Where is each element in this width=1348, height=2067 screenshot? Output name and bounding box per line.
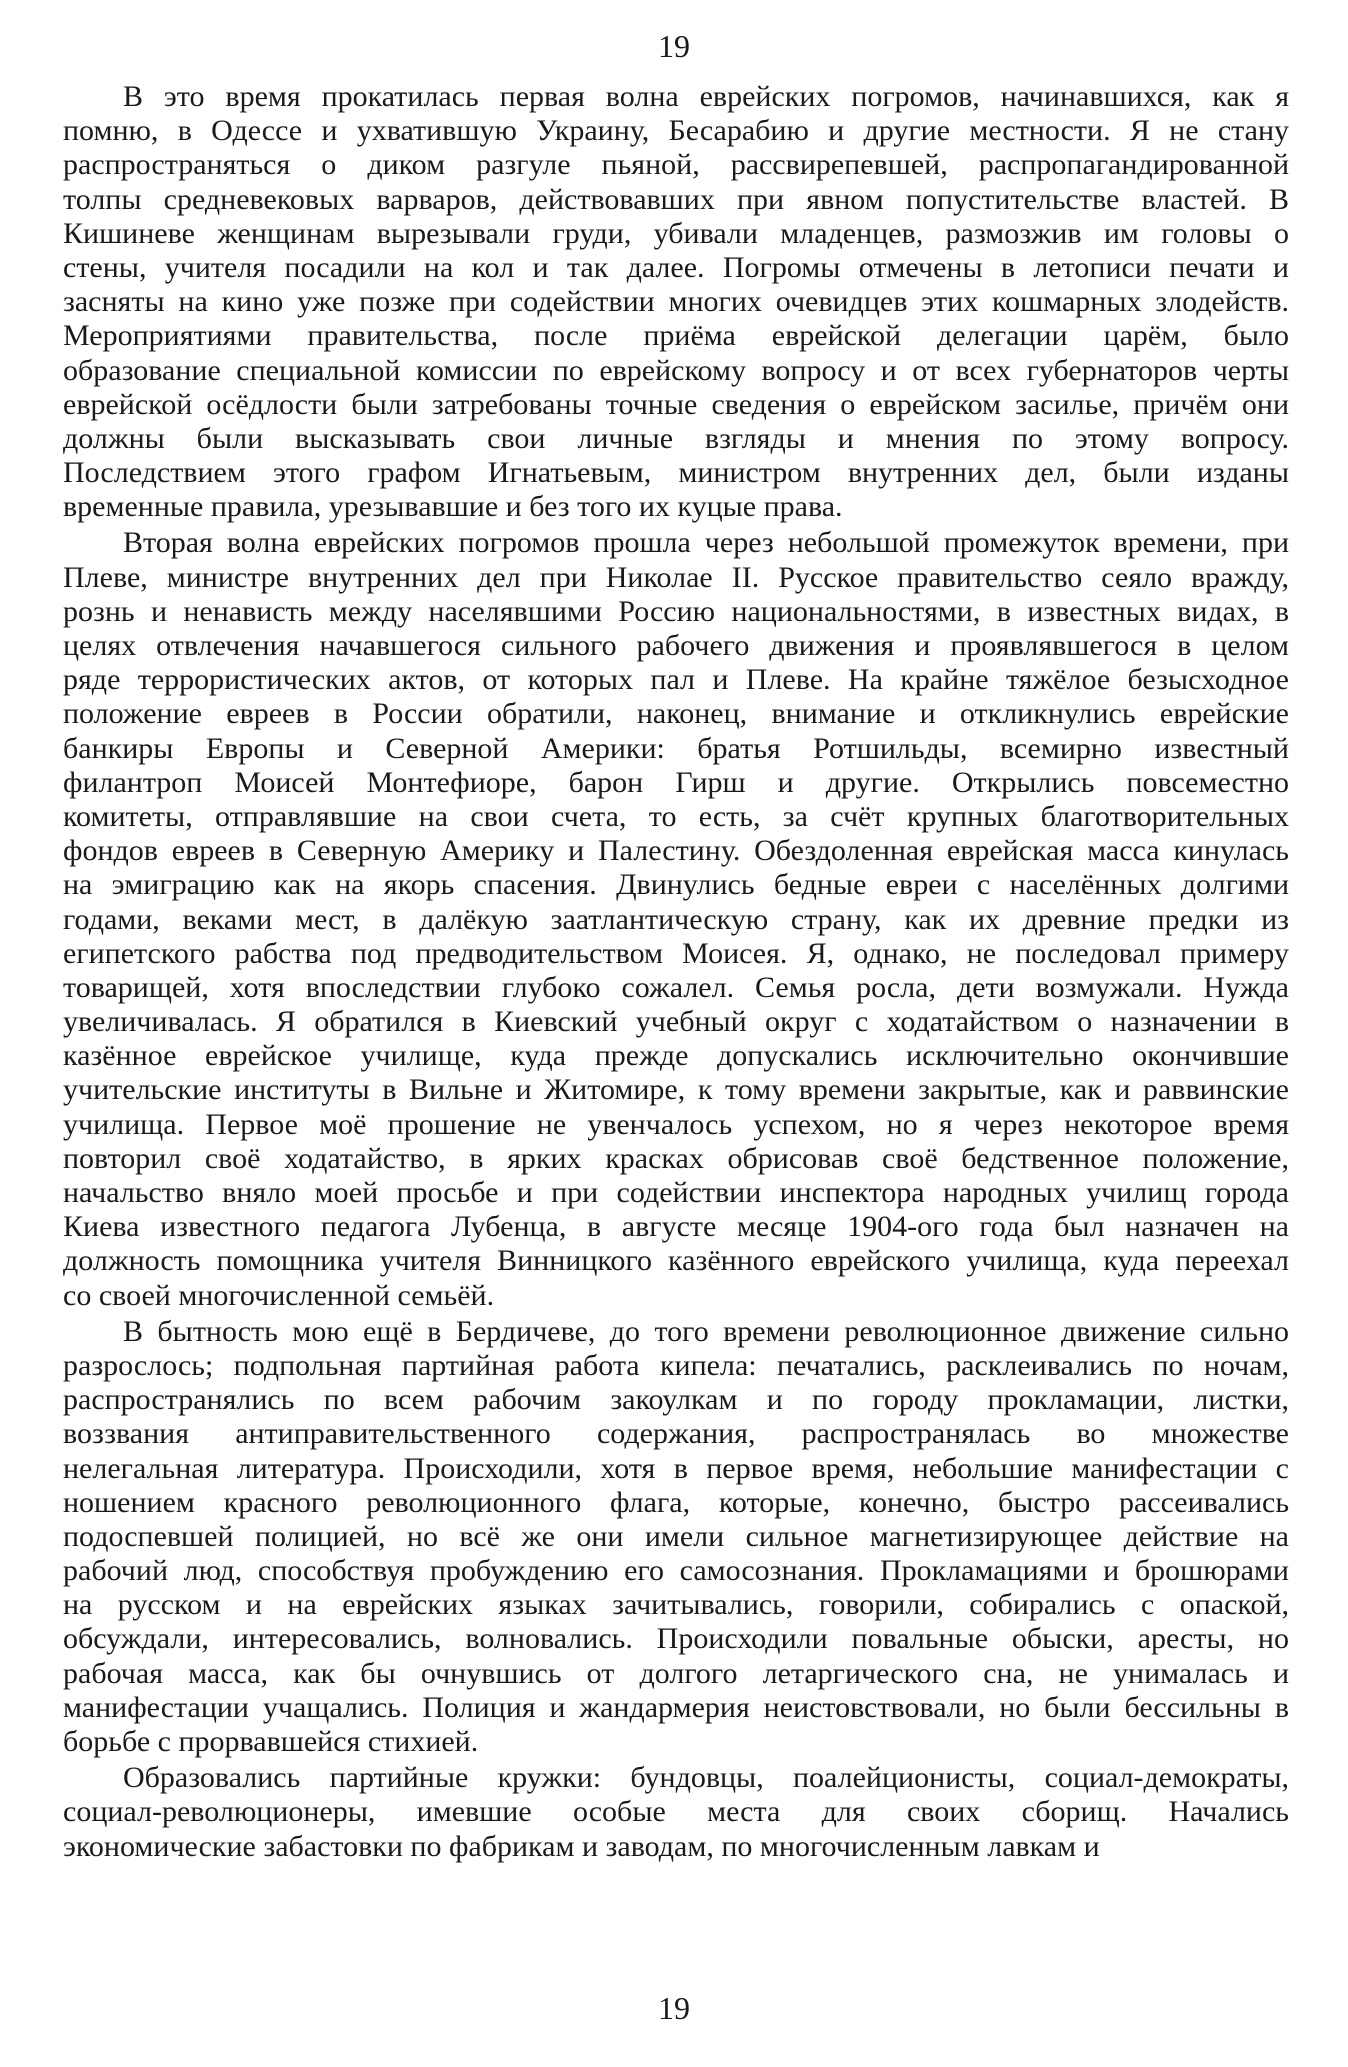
text-line: экономические забастовки по фабрикам и заводам, по многочисленным лавкам и xyxy=(63,1829,1100,1863)
text-line: В это время прокатилась первая волна еврейских погромов, начинавшихся, как я xyxy=(123,80,1289,113)
text-line: Кишиневе женщинам вырезывали груди, убивали младенцев, размозжив им головы о xyxy=(63,216,1289,250)
text-line: засняты на кино уже позже при содействии многих очевидцев этих кошмарных злодейств. xyxy=(63,285,1289,319)
page-number-bottom: 19 xyxy=(658,1990,690,2026)
text-line: банкиры Европы и Северной Америки: братья Ротшильды, всемирно известный xyxy=(63,731,1289,765)
text-line: Киева известного педагога Лубенца, в августе месяце 1904-ого года был назначен на xyxy=(63,1210,1289,1244)
text-line: обсуждали, интересовались, волновались. Происходили повальные обыски, аресты, но xyxy=(63,1622,1289,1656)
text-line: распространяться о диком разгуле пьяной, рассвирепевшей, распропагандированной xyxy=(63,148,1289,182)
text-line: казённое еврейское училище, куда прежде допускались исключительно окончившие xyxy=(63,1039,1289,1073)
text-line: образование специальной комиссии по еврейскому вопросу и от всех губернаторов черты xyxy=(63,353,1289,387)
text-line: египетского рабства под предводительством Моисея. Я, однако, не последовал примеру xyxy=(63,936,1289,970)
text-line: положение евреев в России обратили, наконец, внимание и откликнулись еврейские xyxy=(63,697,1289,731)
text-line: годами, веками мест, в далёкую заатлантическую страну, как их древние предки из xyxy=(63,902,1289,936)
text-line: товарищей, хотя впоследствии глубоко сожалел. Семья росла, дети возмужали. Нужда xyxy=(63,970,1289,1004)
text-line: Плеве, министре внутренних дел при Николае II. Русское правительство сеяло вражду, xyxy=(63,560,1289,594)
text-line: ношением красного революционного флага, которые, конечно, быстро рассеивались xyxy=(63,1485,1289,1519)
text-line: должность помощника учителя Винницкого казённого еврейского училища, куда переехал xyxy=(63,1244,1289,1278)
paragraph xyxy=(63,80,1289,524)
text-line: рабочая масса, как бы очнувшись от долгого летаргического сна, не унималась и xyxy=(63,1656,1289,1690)
page-number-top: 19 xyxy=(658,28,690,64)
text-line: Последствием этого графом Игнатьевым, министром внутренних дел, были изданы xyxy=(63,456,1289,490)
text-line: нелегальная литература. Происходили, хотя в первое время, небольшие манифестации с xyxy=(63,1451,1289,1485)
text-line: борьбе с прорвавшейся стихией. xyxy=(63,1725,479,1758)
text-line: должны были высказывать свои личные взгляды и мнения по этому вопросу. xyxy=(63,421,1289,455)
text-line: на эмиграцию как на якорь спасения. Двинулись бедные евреи с населённых долгими xyxy=(63,868,1289,902)
body-text xyxy=(63,80,1289,1866)
text-line: Вторая волна еврейских погромов прошла через небольшой промежуток времени, при xyxy=(123,526,1289,560)
text-line: разрослось; подпольная партийная работа кипела: печатались, расклеивались по ночам, xyxy=(63,1348,1289,1382)
paragraph xyxy=(63,526,1289,1312)
text-line: училища. Первое моё прошение не увенчалось успехом, но я через некоторое время xyxy=(63,1107,1289,1141)
text-line: рознь и ненависть между населявшими Россию национальностями, в известных видах, в xyxy=(63,594,1289,628)
paragraph xyxy=(63,1761,1289,1864)
text-line: повторил своё ходатайство, в ярких красках обрисовав своё бедственное положение, xyxy=(63,1141,1289,1175)
text-line: еврейской осёдлости были затребованы точные сведения о еврейском засилье, причём они xyxy=(63,387,1289,421)
text-line: фондов евреев в Северную Америку и Палестину. Обездоленная еврейская масса кинулась xyxy=(63,834,1289,868)
text-line: целях отвлечения начавшегося сильного рабочего движения и проявлявшегося в целом xyxy=(63,629,1289,662)
text-line: манифестации учащались. Полиция и жандармерия неистовствовали, но были бессильны в xyxy=(63,1690,1289,1724)
text-line: на русском и на еврейских языках зачитывались, говорили, собирались с опаской, xyxy=(63,1588,1289,1622)
text-line: Мероприятиями правительства, после приёма еврейской делегации царём, было xyxy=(63,319,1289,353)
text-line: Образовались партийные кружки: бундовцы, поалейционисты, социал-демократы, xyxy=(123,1761,1289,1795)
text-line: рабочий люд, способствуя пробуждению его самосознания. Прокламациями и брошюрами xyxy=(63,1554,1289,1588)
text-line: В бытность мою ещё в Бердичеве, до того времени революционное движение сильно xyxy=(123,1314,1289,1348)
paragraph xyxy=(63,1315,1289,1759)
text-line: временные правила, урезывавшие и без того их куцые права. xyxy=(63,490,843,524)
text-line: увеличивалась. Я обратился в Киевский учебный округ с ходатайством о назначении в xyxy=(63,1005,1289,1039)
text-line: стены, учителя посадили на кол и так далее. Погромы отмечены в летописи печати и xyxy=(63,250,1289,284)
text-line: со своей многочисленной семьёй. xyxy=(63,1278,495,1312)
text-line: комитеты, отправлявшие на свои счета, то есть, за счёт крупных благотворительных xyxy=(63,799,1289,833)
text-line: филантроп Моисей Монтефиоре, барон Гирш и другие. Открылись повсеместно xyxy=(63,765,1289,799)
text-line: распространялись по всем рабочим закоулкам и по городу прокламации, листки, xyxy=(63,1383,1289,1417)
text-line: начальство вняло моей просьбе и при содействии инспектора народных училищ города xyxy=(63,1176,1289,1209)
text-line: воззвания антиправительственного содержания, распространялась во множестве xyxy=(63,1417,1289,1451)
text-line: толпы средневековых варваров, действовавших при явном попустительстве властей. В xyxy=(63,182,1289,216)
text-line: ряде террористических актов, от которых пал и Плеве. На крайне тяжёлое безысходное xyxy=(63,663,1289,697)
text-line: подоспевшей полицией, но всё же они имели сильное магнетизирующее действие на xyxy=(63,1519,1289,1553)
text-line: учительские институты в Вильне и Житомире, к тому времени закрытые, как и раввинские xyxy=(63,1073,1289,1107)
text-line: помню, в Одессе и ухватившую Украину, Бесарабию и другие местности. Я не стану xyxy=(63,114,1289,148)
text-line: социал-революционеры, имевшие особые места для своих сборищ. Начались xyxy=(63,1795,1289,1829)
